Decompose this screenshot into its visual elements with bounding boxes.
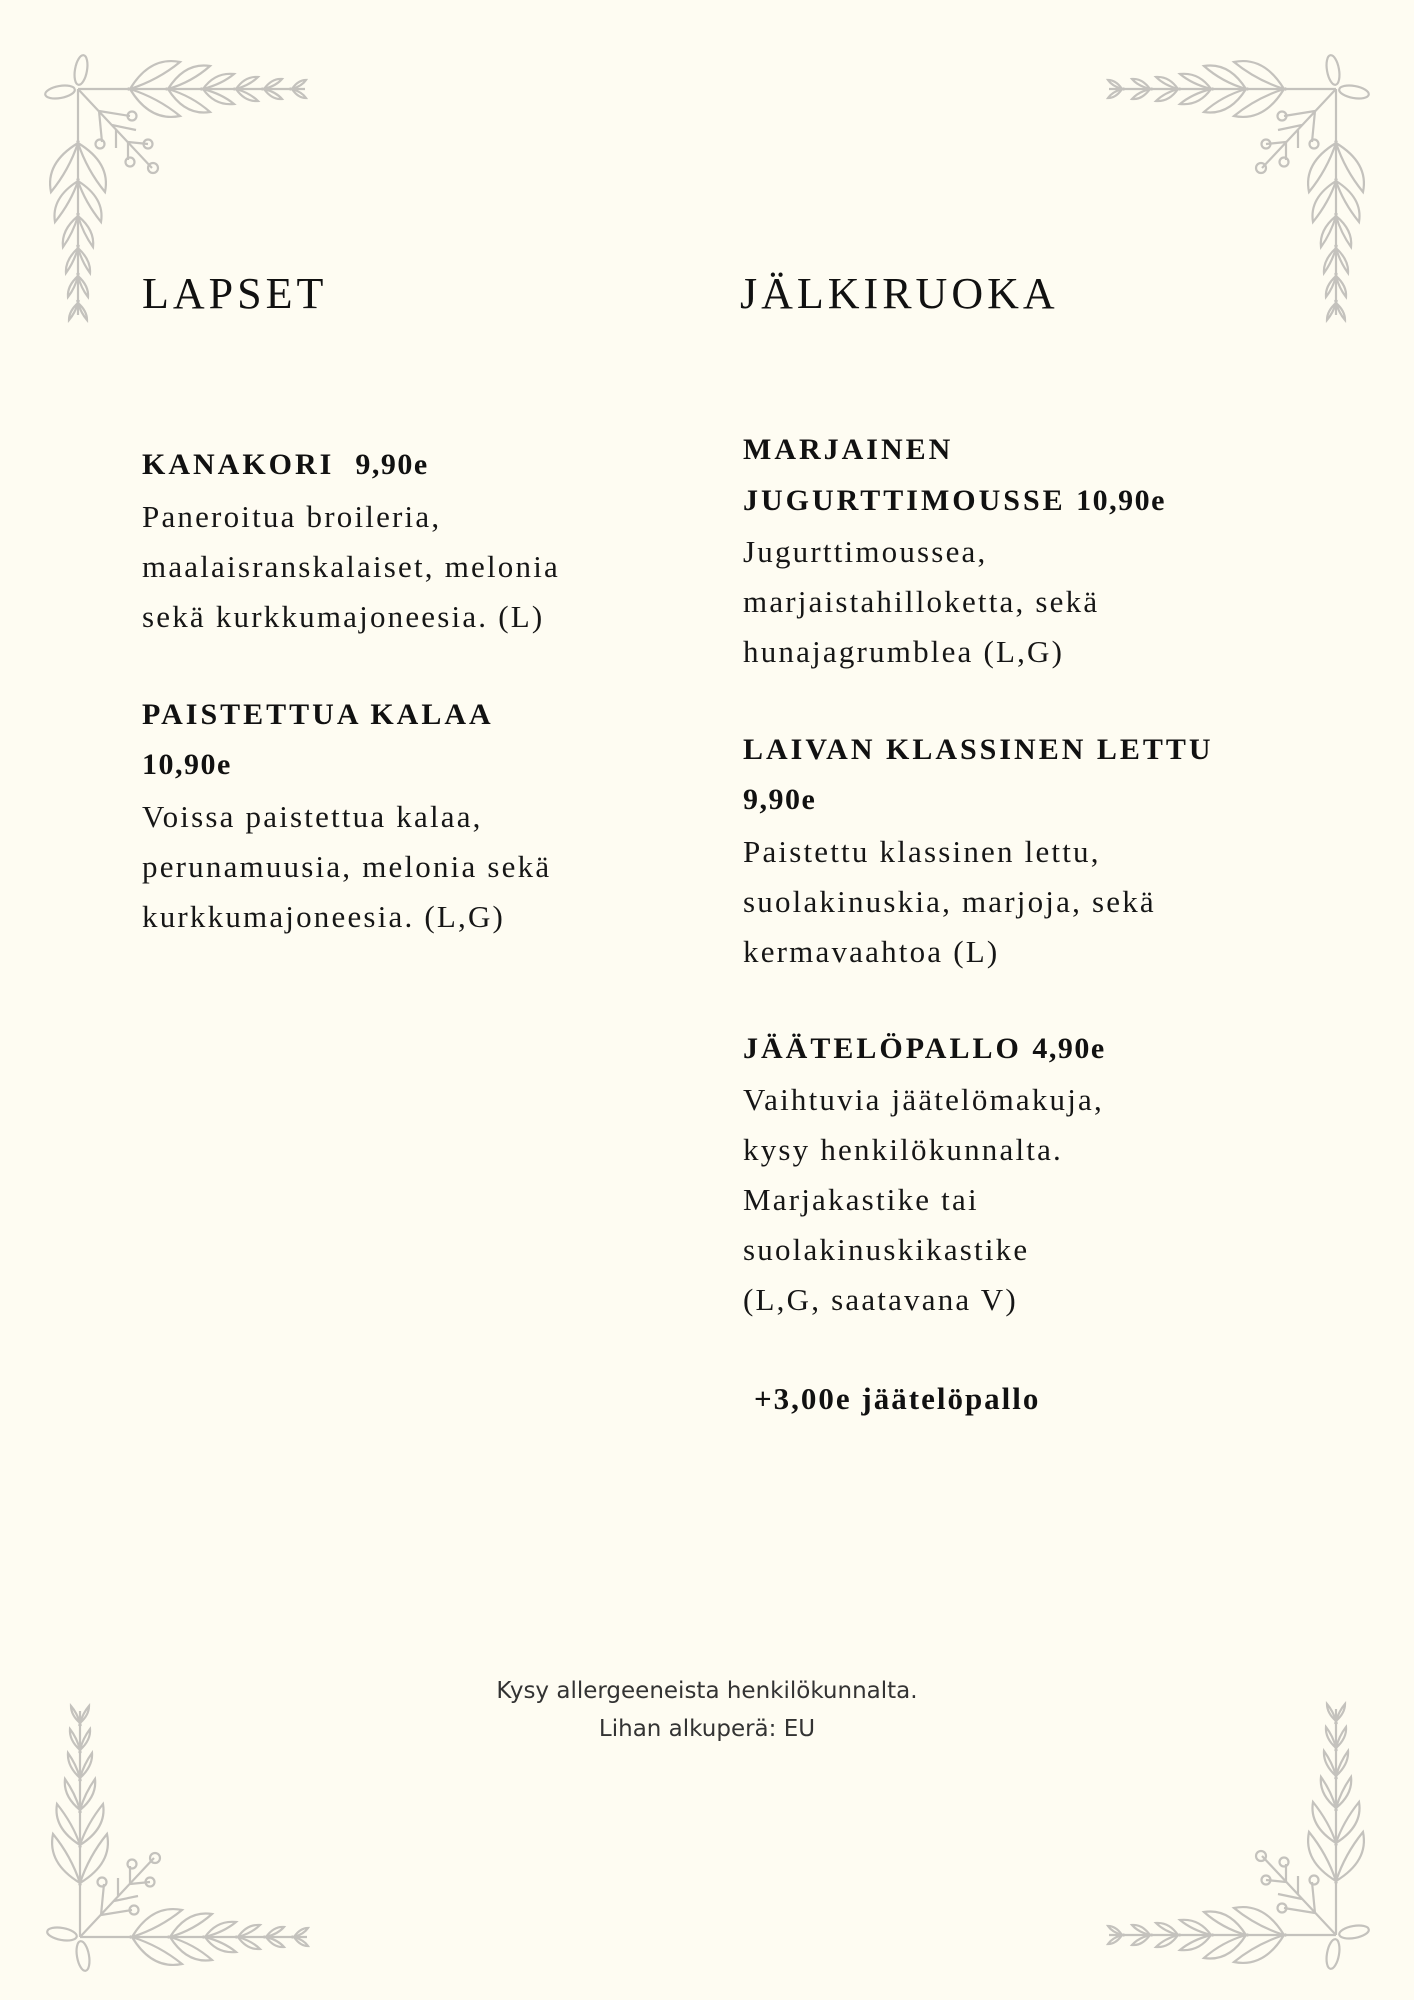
leaf-corner-ornament-bottom-right-icon	[1104, 1674, 1374, 1974]
menu-item-description-line: kermavaahtoa (L)	[743, 934, 1000, 969]
menu-item-description-line: hunajagrumblea (L,G)	[743, 634, 1065, 669]
menu-item-description-line: Paneroitua broileria,	[142, 499, 442, 534]
menu-item-description-line: marjaistahilloketta, sekä	[743, 584, 1100, 619]
extra-scoop-addon: +3,00e jäätelöpallo	[754, 1381, 1041, 1416]
menu-item-name: MARJAINEN	[743, 433, 954, 466]
menu-item-description-line: suolakinuskia, marjoja, sekä	[743, 884, 1156, 919]
menu-item-name: JÄÄTELÖPALLO	[743, 1032, 1022, 1065]
menu-item-title	[142, 450, 429, 480]
menu-item-description-line: Marjakastike tai	[743, 1182, 979, 1217]
menu-item-price	[743, 785, 816, 815]
menu-item-name: LAIVAN KLASSINEN LETTU	[743, 733, 1214, 766]
menu-item-description-line: Vaihtuvia jäätelömakuja,	[743, 1082, 1104, 1117]
leaf-corner-ornament-top-right-icon	[1104, 50, 1374, 330]
menu-item-title	[743, 486, 1166, 516]
menu-item-price: 9,90e	[355, 448, 429, 481]
menu-item-price-text: 9,90e	[743, 783, 817, 816]
menu-item-description-line: kysy henkilökunnalta.	[743, 1132, 1063, 1167]
menu-item-description-line: maalaisranskalaiset, melonia	[142, 549, 560, 584]
menu-item-description-line: sekä kurkkumajoneesia. (L)	[142, 599, 545, 634]
menu-item-description-line: kurkkumajoneesia. (L,G)	[142, 899, 506, 934]
leaf-corner-ornament-bottom-left-icon	[42, 1676, 312, 1976]
menu-item-title	[743, 1034, 1106, 1064]
menu-item-description-line: (L,G, saatavana V)	[743, 1282, 1018, 1317]
menu-item-description-line: Jugurttimoussea,	[743, 534, 988, 569]
menu-item-name: JUGURTTIMOUSSE	[743, 484, 1066, 517]
menu-item-name: KANAKORI	[142, 448, 335, 481]
menu-item-description-line: Paistettu klassinen lettu,	[743, 834, 1101, 869]
menu-item-price: 10,90e	[1076, 484, 1166, 517]
allergen-note: Kysy allergeeneista henkilökunnalta.	[496, 1678, 918, 1704]
section-title-kids: LAPSET	[142, 269, 328, 318]
menu-item-price	[142, 750, 232, 780]
section-title-dessert: JÄLKIRUOKA	[740, 269, 1059, 318]
menu-item-price: 4,90e	[1032, 1032, 1106, 1065]
meat-origin-note: Lihan alkuperä: EU	[598, 1716, 816, 1742]
menu-item-description-line: Voissa paistettua kalaa,	[142, 799, 483, 834]
menu-item-description-line: perunamuusia, melonia sekä	[142, 849, 552, 884]
menu-item-description-line: suolakinuskikastike	[743, 1232, 1030, 1267]
menu-item-name: PAISTETTUA KALAA	[142, 698, 494, 731]
menu-item-price-text: 10,90e	[142, 748, 232, 781]
